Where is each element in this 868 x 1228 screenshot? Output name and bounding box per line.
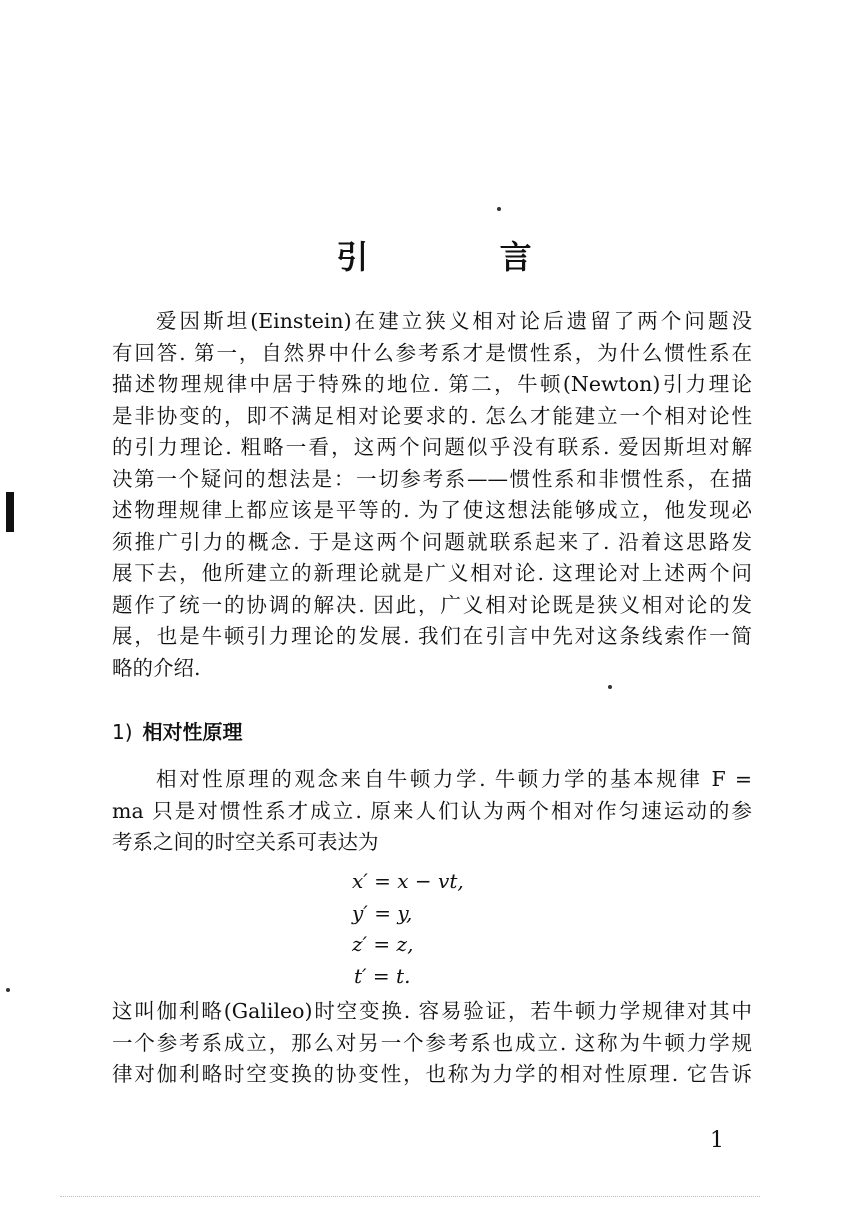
text-line: 描述物理规律中居于特殊的地位. 第二，牛顿(Newton)引力理论 — [112, 372, 752, 396]
text-line: 展，也是牛顿引力理论的发展. 我们在引言中先对这条线索作一简 — [112, 624, 752, 648]
chapter-title: 引 言 — [336, 238, 592, 276]
text-line: 律对伽利略时空变换的协变性，也称为力学的相对性原理. 它告诉 — [112, 1062, 752, 1086]
equation-y: y′ = y, — [352, 900, 413, 925]
scan-speck — [6, 988, 10, 992]
text-line: 题作了统一的协调的解决. 因此，广义相对论既是狭义相对论的发 — [112, 592, 752, 617]
text-line: 的引力理论. 粗略一看，这两个问题似乎没有联系. 爱因斯坦对解 — [112, 435, 752, 459]
text-line: 决第一个疑问的想法是：一切参考系——惯性系和非惯性系，在描 — [112, 466, 752, 491]
text-line: 爱因斯坦(Einstein)在建立狭义相对论后遗留了两个问题没 — [156, 309, 752, 333]
text-line: 展下去，他所建立的新理论就是广义相对论. 这理论对上述两个问 — [112, 561, 752, 585]
page-number: 1 — [710, 1128, 724, 1153]
scan-speck — [608, 685, 612, 689]
text-line: 这叫伽利略(Galileo)时空变换. 容易验证，若牛顿力学规律对其中 — [112, 999, 752, 1023]
text-line: 须推广引力的概念. 于是这两个问题就联系起来了. 沿着这思路发 — [112, 529, 752, 554]
section-number: 1) — [112, 720, 133, 744]
scan-bottom-edge — [60, 1196, 760, 1199]
scan-speck — [497, 207, 501, 211]
text-line: 相对性原理的观念来自牛顿力学. 牛顿力学的基本规律 F = — [156, 767, 752, 791]
section-heading — [112, 716, 243, 745]
scan-edge-mark — [6, 492, 14, 532]
relativity-paragraph — [112, 764, 752, 859]
text-line: 述物理规律上都应该是平等的. 为了使这想法能够成立，他发现必 — [112, 498, 752, 522]
text-line: 是非协变的，即不满足相对论要求的. 怎么才能建立一个相对论性 — [112, 403, 752, 428]
text-line: ma 只是对惯性系才成立. 原来人们认为两个相对作匀速运动的参 — [112, 798, 752, 823]
galileo-paragraph — [112, 996, 752, 1091]
text-line: 一个参考系成立，那么对另一个参考系也成立. 这称为牛顿力学规 — [112, 1030, 752, 1055]
intro-paragraph — [112, 306, 752, 684]
text-line: 考系之间的时空关系可表达为 — [112, 830, 379, 854]
equation-x: x′ = x − vt, — [352, 869, 464, 893]
equation-t: t′ = t. — [354, 963, 411, 988]
text-line: 略的介绍. — [112, 655, 201, 680]
section-title: 相对性原理 — [142, 720, 243, 744]
galilean-transformation — [352, 866, 464, 992]
text-line: 有回答. 第一，自然界中什么参考系才是惯性系，为什么惯性系在 — [112, 340, 752, 365]
equation-z: z′ = z, — [352, 932, 414, 956]
